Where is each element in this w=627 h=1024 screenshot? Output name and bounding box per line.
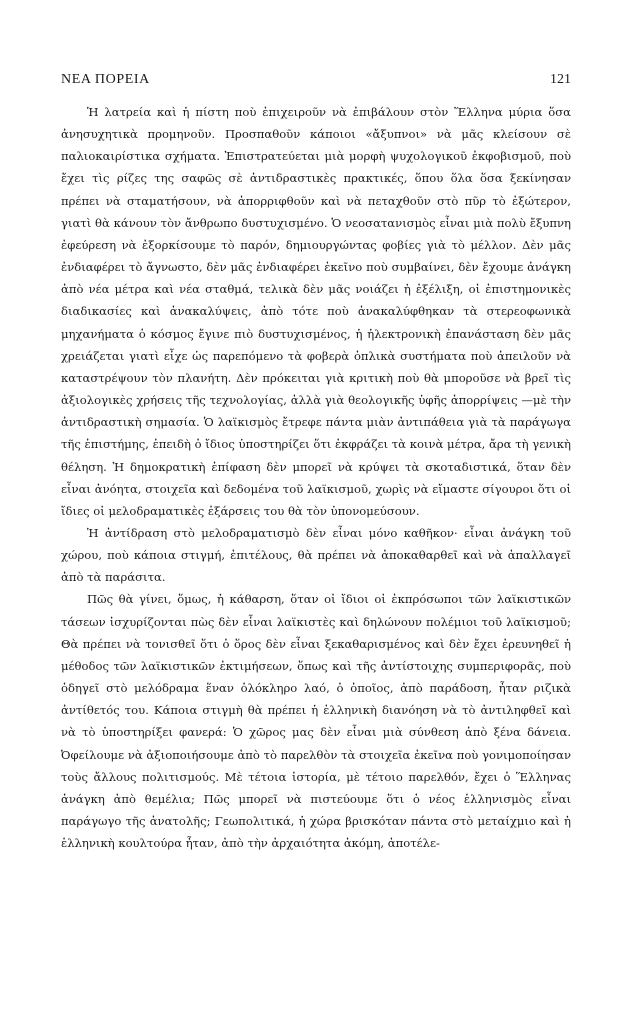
- running-title: ΝΕΑ ΠΟΡΕΙΑ: [61, 72, 150, 87]
- paragraph: Πῶς θὰ γίνει, ὅμως, ἡ κάθαρση, ὅταν οἱ ἴδιοι οἱ ἐκπρόσωποι τῶν λαϊκιστικῶν τάσεων ἰσχυρίζονται πὼς δὲν εἶναι λαϊκιστὲς καὶ δηλώνουν πολέμιοι τοῦ λαϊκισμοῦ; Θὰ πρέπει νὰ τονισθεῖ ὅτι ὁ ὅρος δὲν εἶναι ξεκαθαρισμένος καὶ δὲν ἔχει ἐρευνηθεῖ ἡ μέθοδος τῶν λαϊκιστικῶν ἐκτιμήσεων, ὅπως καὶ τῆς ἀντίστοιχης συμπεριφορᾶς, ποὺ ὁδηγεῖ στὸ μελόδραμα ἕναν ὁλόκληρο λαό, ὁ ὁποῖος, ἀπὸ παράδοση, ἦταν ριζικὰ ἀντίθετός του. Κάποια στιγμὴ θὰ πρέπει ἡ ἑλληνικὴ διανόηση νὰ τὸ ἀντιληφθεῖ καὶ νὰ τὸ ὑποστηρίξει φανερά: Ὁ χῶρος μας δὲν εἶναι μιὰ σύνθεση ἀπὸ ξένα δάνεια. Ὀφείλουμε νὰ ἀξιοποιήσουμε ἀπὸ τὸ παρελθὸν τὰ στοιχεῖα ἐκεῖνα ποὺ γονιμοποίησαν τοὺς ἄλλους πολιτισμούς. Μὲ τέτοια ἱστορία, μὲ τέτοιο παρελθόν, ἔχει ὁ Ἕλληνας ἀνάγκη ἀπὸ θεμέλια; Πῶς μπορεῖ νὰ πιστεύουμε ὅτι ὁ νέος ἑλληνισμὸς εἶναι παράγωγο τῆς ἀνατολῆς; Γεωπολιτικά, ἡ χώρα βρισκόταν πάντα στὸ μεταίχμιο καὶ ἡ ἑλληνικὴ κουλτούρα ἦταν, ἀπὸ τὴν ἀρχαιότητα ἀκόμη, ἀποτέλε-: [61, 592, 571, 851]
- paragraph: Ἡ λατρεία καὶ ἡ πίστη ποὺ ἐπιχειροῦν νὰ ἐπιβάλουν στὸν Ἕλληνα μύρια ὅσα ἀνησυχητικὰ προμηνοῦν. Προσπαθοῦν κάποιοι «ἄξυπνοι» νὰ μᾶς κλείσουν σὲ παλιοκαιρίστικα σχήματα. Ἐπιστρατεύεται μιὰ μορφὴ ψυχολογικοῦ ἐκφοβισμοῦ, ποὺ ἔχει τὶς ρίζες της σαφῶς σὲ ἀντιδραστικὲς πρακτικές, ὅπου ὅλα ὅσα ξεκίνησαν πρέπει νὰ σταματήσουν, νὰ ἀπορριφθοῦν καὶ νὰ πεταχθοῦν στὸ πῦρ τὸ ἐξώτερον, γιατὶ θὰ κάνουν τὸν ἄνθρωπο δυστυχισμένο. Ὁ νεοσατανισμὸς εἶναι μιὰ πολὺ ἔξυπνη ἐφεύρεση νὰ ἐξορκίσουμε τὸ παρόν, δημιουργώντας φοβίες γιὰ τὸ μέλλον. Δὲν μᾶς ἐνδιαφέρει τὸ ἄγνωστο, δὲν μᾶς ἐνδιαφέρει ἐκεῖνο ποὺ συμβαίνει, δὲν ἔχουμε ἀνάγκη ἀπὸ νέα μέτρα καὶ νέα σταθμά, τελικὰ δὲν μᾶς νοιάζει ἡ ἐξέλιξη, οἱ ἐπιστημονικὲς διαδικασίες καὶ ἀνακαλύψεις, ἀπὸ τότε ποὺ ἀνακαλύφθηκαν τὰ στερεοφωνικὰ μηχανήματα ὁ κόσμος ἔγινε πιὸ δυστυχισμένος, ἡ ἠλεκτρονικὴ ἐπανάσταση δὲν μᾶς χρειάζεται γιατὶ εἶχε ὡς παρεπόμενο τὰ φοβερὰ ὁπλικὰ συστήματα ποὺ ἀπειλοῦν νὰ καταστρέψουν τὸν πλανήτη. Δὲν πρόκειται γιὰ κριτικὴ ποὺ θὰ μποροῦσε νὰ βρεῖ τὶς ἀξιολογικὲς χρήσεις τῆς τεχνολογίας, ἀλλὰ γιὰ θεολογικῆς ὑφῆς ἀπορρίψεις —μὲ τὴν ἀντιδραστικὴ σημασία. Ὁ λαϊκισμὸς ἔτρεφε πάντα μιὰν ἀντιπάθεια γιὰ τὰ παράγωγα τῆς ἐπιστήμης, ἐπειδὴ ὁ ἴδιος ὑποστηρίζει ὅτι ἐκφράζει τὰ κοινὰ μέτρα, ἄρα τὴ γενικὴ θέληση. Ἡ δημοκρατικὴ ἐπίφαση δὲν μπορεῖ νὰ κρύψει τὰ σκοταδιστικά, ὅταν δὲν εἶναι ἀνόητα, στοιχεῖα καὶ δεδομένα τοῦ λαϊκισμοῦ, χωρὶς νὰ εἴμαστε σίγουροι ὅτι οἱ ἴδιες οἱ μελοδραματικὲς ἐξάρσεις του θὰ τὸν ὑπονομεύσουν.: [61, 105, 571, 518]
- page-number: 121: [550, 72, 571, 87]
- page-header: [61, 72, 571, 92]
- body-text: [61, 101, 571, 854]
- paragraph: Ἡ ἀντίδραση στὸ μελοδραματισμὸ δὲν εἶναι μόνο καθῆκον· εἶναι ἀνάγκη τοῦ χώρου, ποὺ κάποια στιγμή, ἐπιτέλους, θὰ πρέπει νὰ ἀποκαθαρθεῖ καὶ νὰ ἀπαλλαγεῖ ἀπὸ τὰ παράσιτα.: [61, 525, 571, 585]
